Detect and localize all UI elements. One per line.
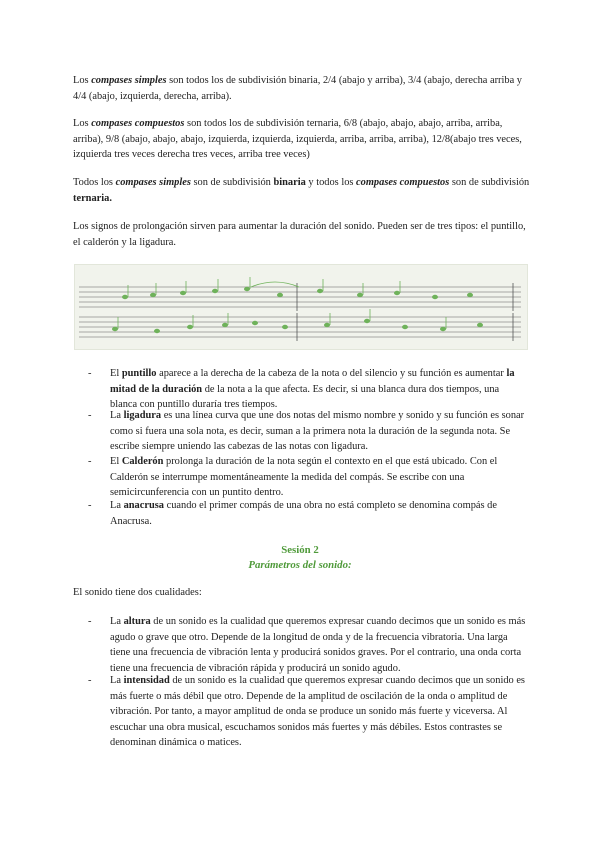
staff-lines (79, 287, 521, 337)
document-page: Los compases simples son todos los de subdivisión binaria, 2/4 (abajo y arriba), 3/4 (abajo, derecha arriba y 4/4 (abajo, izquierda, derecha, arriba). Los compases compuestos son todos los de subdivisión ternaria, 6/8 (abajo, abajo, abajo, arriba, arriba, arriba), 9/8 (abajo, abajo, abajo, izquierda, izquierda, izquierda, arriba, arriba, arriba), 12/8(abajo tres veces, izquierda tres veces derecha tres veces, arriba tree veces) Todos los compases simples son de subdivisión binaria y todos los compases compuestos son de subdivisión ternaria. Los signos de prolongación sirven para aumentar la duración del sonido. Pueden ser de tres tipos: el puntillo, el calderón y la ligadura. - El puntillo aparece a la derecha de la cabeza de la nota o del silencio y su función es aumentar la mitad de la duración de la nota a la que afecta. Es decir, si una blanca dura dos tiempos, una blanca con puntillo duraría tres tiempos. - La ligadura es una línea curva que une dos notas del mismo nombre y sonido y su función es sonar como si fuera una sola nota, es decir, suman a la primera nota la duración de la segunda nota. Se escribe siempre uniendo las cabezas de las notas con ligadura. - El Calderón prolonga la duración de la nota según el contexto en el que está ubicado. Con el Calderón se interrumpe momentáneamente la medida del compás. Se escribe con una semicircunferencia con un puntito dentro. - La anacrusa cuando el primer compás de una obra no está completo se denomina compás de Anacrusa. Sesión 2 Parámetros del sonido: El sonido tiene dos cualidades: - La altura de un sonido es la cualidad que queremos expresar cuando decimos que un sonido es más agudo o grave que otro. Depende de la longitud de onda y de la frecuencia vibratoria. Una larga tiene una frecuencia de vibración lenta y producirá sonidos graves. Por el contrario, una onda corta tiene una frecuencia de vibración rápida y producirá un sonido agudo. - La intensidad de un sonido es la cualidad que queremos expresar cuando decimos que un sonido es más fuerte o más débil que otro. Depende de la amplitud de oscilación de la onda o amplitud de vibración. Por tanto, a mayor amplitud de onda se produce un sonido más fuerte y viceversa. Al escuchar una obra musical, escuchamos sonidos más fuertes y más débiles. Estos contrastes se denominan dinámica o matices. (0, 0, 600, 848)
section-subtitle: Parámetros del sonido: (248, 559, 352, 571)
tie-curve (251, 282, 299, 287)
notes (112, 287, 483, 333)
paragraph-cualidades: El sonido tiene dos cualidades: (73, 587, 202, 598)
note-stems (118, 277, 446, 329)
music-score-image (74, 264, 528, 350)
section-title: Sesión 2 (281, 544, 319, 556)
music-staff-drawing (75, 265, 527, 349)
paragraph-compases-simples: Los compases simples son todos los de subdivisión binaria, 2/4 (abajo y arriba), 3/4 (abajo, derecha arriba y 4/4 (abajo, izquierda, derecha, arriba). (73, 75, 523, 102)
paragraph-signos-prolongacion: Los signos de prolongación sirven para aumentar la duración del sonido. Pueden ser de tres tipos: el puntillo, el calderón y la ligadura. (73, 221, 526, 248)
paragraph-compases-compuestos: Los compases compuestos son todos los de subdivisión ternaria, 6/8 (abajo, abajo, abajo, arriba, arriba, arriba), 9/8 (abajo, abajo, abajo, izquierda, izquierda, izquierda, arriba, arriba, arriba), 12/8(abajo tres veces, izquierda tres veces derecha tres veces, arriba tree veces) (73, 118, 522, 160)
paragraph-subdivision-summary: Todos los compases simples son de subdivisión binaria y todos los compases compuestos son de subdivisión ternaria. (73, 177, 530, 204)
